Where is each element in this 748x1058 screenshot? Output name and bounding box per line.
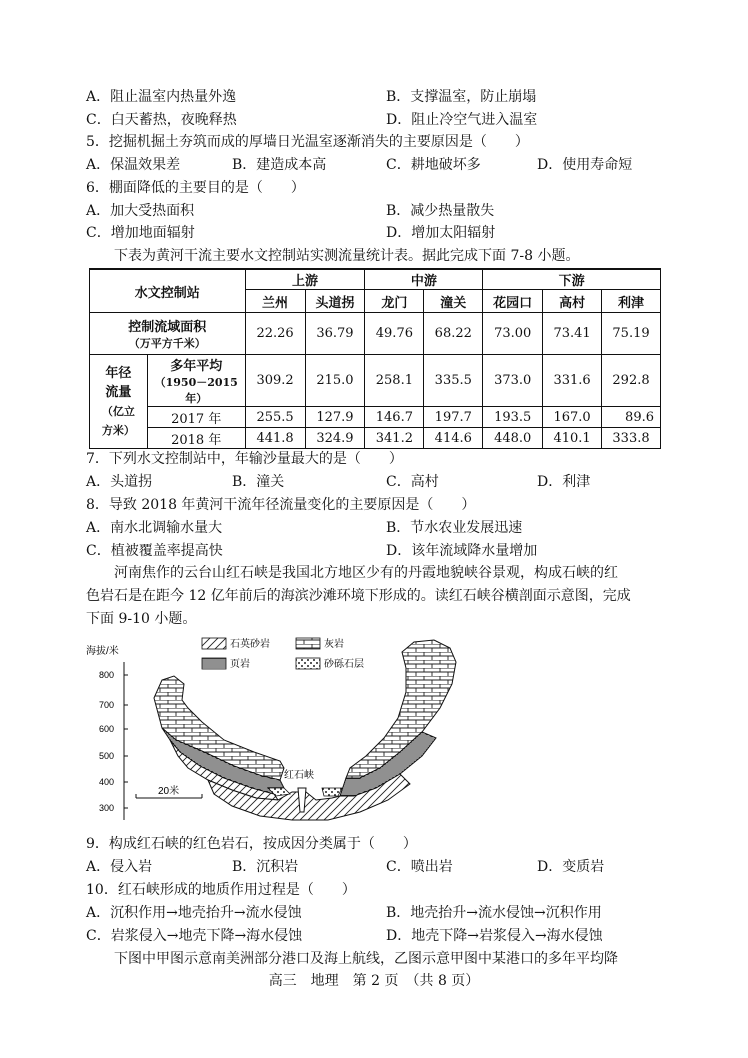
legend-sandstone-swatch bbox=[202, 638, 226, 649]
year-2018-label: 2018 年 bbox=[147, 428, 245, 449]
reach-lower: 下游 bbox=[483, 269, 661, 290]
y-axis-label: 海拔/米 bbox=[86, 646, 119, 657]
station-name: 利津 bbox=[602, 290, 661, 313]
q9-option-b: B．沉积岩 bbox=[232, 859, 299, 875]
legend-conglomerate-label: 砂砾石层 bbox=[324, 659, 364, 670]
area-unit: （万平方千米） bbox=[128, 337, 206, 350]
q10-option-a: A．沉积作用→地壳抬升→流水侵蚀 bbox=[86, 905, 302, 921]
q4-option-a: A．阻止温室内热量外逸 bbox=[86, 89, 237, 105]
passage-line-1: 河南焦作的云台山红石峡是我国北方地区少有的丹霞地貌峡谷景观，构成石峡的红 bbox=[114, 565, 618, 581]
area-value: 49.76 bbox=[365, 313, 424, 355]
y2018-value: 333.8 bbox=[602, 428, 661, 449]
avg-value: 373.0 bbox=[483, 355, 543, 407]
avg-value: 215.0 bbox=[305, 355, 365, 407]
avg-label-cell bbox=[147, 355, 245, 407]
q8-option-c: C．植被覆盖率提高快 bbox=[86, 543, 223, 559]
q8-stem: 8．导致 2018 年黄河干流年径流量变化的主要原因是（ ） bbox=[86, 497, 476, 513]
station-name: 兰州 bbox=[245, 290, 305, 313]
runoff-label-1: 年径 bbox=[105, 365, 132, 381]
avg-value: 258.1 bbox=[365, 355, 424, 407]
runoff-label-3: （亿立 bbox=[101, 404, 135, 418]
runoff-label-2: 流量 bbox=[105, 384, 132, 400]
area-value: 73.00 bbox=[483, 313, 543, 355]
q9-option-a: A．侵入岩 bbox=[86, 859, 153, 875]
y-tick-label: 800 bbox=[98, 670, 114, 680]
q4-option-d: D．阻止冷空气进入温室 bbox=[386, 112, 538, 128]
q5-option-b: B．建造成本高 bbox=[232, 157, 327, 173]
q5-option-d: D．使用寿命短 bbox=[537, 157, 633, 173]
area-value: 73.41 bbox=[543, 313, 602, 355]
y2017-value: 255.5 bbox=[245, 407, 305, 428]
y2018-value: 341.2 bbox=[365, 428, 424, 449]
area-value: 68.22 bbox=[424, 313, 483, 355]
y2017-value: 197.7 bbox=[424, 407, 483, 428]
q6-option-d: D．增加太阳辐射 bbox=[386, 225, 496, 241]
area-label: 控制流域面积 bbox=[128, 320, 207, 335]
y2017-value: 127.9 bbox=[305, 407, 365, 428]
year-2017-label: 2017 年 bbox=[147, 407, 245, 428]
q6-option-a: A．加大受热面积 bbox=[86, 203, 195, 219]
y-tick-label: 400 bbox=[98, 777, 114, 787]
y-tick-label: 300 bbox=[98, 803, 114, 813]
station-name: 花园口 bbox=[483, 290, 543, 313]
q8-option-b: B．节水农业发展迅速 bbox=[386, 520, 523, 536]
q6-option-b: B．减少热量散失 bbox=[386, 203, 495, 219]
y2018-value: 410.1 bbox=[543, 428, 602, 449]
q4-option-b: B．支撑温室，防止崩塌 bbox=[386, 89, 537, 105]
passage-line-3: 下面 9-10 小题。 bbox=[86, 611, 197, 627]
reach-upper: 上游 bbox=[245, 269, 365, 290]
hydrology-table bbox=[89, 268, 661, 449]
reach-middle: 中游 bbox=[365, 269, 483, 290]
gravel-pocket-right bbox=[322, 788, 342, 796]
next-intro: 下图中甲图示意南美洲部分港口及海上航线，乙图示意甲图中某港口的多年平均降 bbox=[114, 951, 618, 967]
y2017-value: 89.6 bbox=[602, 407, 661, 428]
q9-option-d: D．变质岩 bbox=[537, 859, 605, 875]
area-value: 75.19 bbox=[602, 313, 661, 355]
q6-option-c: C．增加地面辐射 bbox=[86, 225, 195, 241]
q7-option-c: C．高村 bbox=[386, 474, 439, 490]
q4-option-c: C．白天蓄热，夜晚释热 bbox=[86, 112, 237, 128]
passage-line-2: 色岩石是在距今 12 亿年前后的海滨沙滩环境下形成的。读红石峡谷横剖面示意图，完成 bbox=[86, 588, 631, 604]
q10-stem: 10．红石峡形成的地质作用过程是（ ） bbox=[86, 882, 356, 898]
q5-stem: 5．挖掘机掘土夯筑而成的厚墙日光温室逐渐消失的主要原因是（ ） bbox=[86, 134, 529, 150]
q8-option-d: D．该年流域降水量增加 bbox=[386, 543, 538, 559]
legend-limestone-swatch bbox=[296, 638, 320, 649]
q10-option-c: C．岩浆侵入→地壳下降→海水侵蚀 bbox=[86, 928, 303, 944]
y2018-value: 441.8 bbox=[245, 428, 305, 449]
y-tick-label: 500 bbox=[98, 751, 114, 761]
legend-conglomerate-swatch bbox=[296, 658, 320, 669]
station-name: 高村 bbox=[543, 290, 602, 313]
avg-value: 331.6 bbox=[543, 355, 602, 407]
q7-option-b: B．潼关 bbox=[232, 474, 285, 490]
avg-value: 309.2 bbox=[245, 355, 305, 407]
q5-option-a: A．保温效果差 bbox=[86, 157, 181, 173]
q6-stem: 6．棚面降低的主要目的是（ ） bbox=[86, 180, 305, 196]
legend-sandstone-label: 石英砂岩 bbox=[230, 639, 270, 650]
avg-label: 多年平均 bbox=[170, 359, 223, 374]
station-header: 水文控制站 bbox=[90, 269, 246, 313]
table-intro: 下表为黄河干流主要水文控制站实测流量统计表。据此完成下面 7-8 小题。 bbox=[114, 248, 580, 264]
legend-shale-swatch bbox=[202, 658, 226, 669]
area-value: 22.26 bbox=[245, 313, 305, 355]
gorge-slot bbox=[298, 788, 306, 812]
gorge-label: 红石峡 bbox=[284, 770, 314, 781]
station-name: 潼关 bbox=[424, 290, 483, 313]
station-name: 龙门 bbox=[365, 290, 424, 313]
avg-value: 335.5 bbox=[424, 355, 483, 407]
y-tick-label: 600 bbox=[98, 724, 114, 734]
legend-limestone-label: 灰岩 bbox=[324, 639, 344, 650]
y2018-value: 414.6 bbox=[424, 428, 483, 449]
y2017-value: 193.5 bbox=[483, 407, 543, 428]
runoff-row-label bbox=[90, 355, 148, 449]
station-name: 头道拐 bbox=[305, 290, 365, 313]
q10-option-d: D．地壳下降→岩浆侵入→海水侵蚀 bbox=[386, 928, 603, 944]
runoff-label-4: 方米） bbox=[101, 423, 135, 437]
y-tick-label: 700 bbox=[98, 700, 114, 710]
y2017-value: 146.7 bbox=[365, 407, 424, 428]
y2017-value: 167.0 bbox=[543, 407, 602, 428]
gorge-cross-section bbox=[84, 628, 684, 828]
q8-option-a: A．南水北调输水量大 bbox=[86, 520, 223, 536]
q9-option-c: C．喷出岩 bbox=[386, 859, 453, 875]
y2018-value: 448.0 bbox=[483, 428, 543, 449]
scale-label: 20米 bbox=[158, 786, 180, 797]
area-row-label bbox=[90, 313, 246, 355]
y2018-value: 324.9 bbox=[305, 428, 365, 449]
q7-option-d: D．利津 bbox=[537, 474, 591, 490]
q10-option-b: B．地壳抬升→流水侵蚀→沉积作用 bbox=[386, 905, 602, 921]
q7-stem: 7．下列水文控制站中，年输沙量最大的是（ ） bbox=[86, 451, 403, 467]
q5-option-c: C．耕地破坏多 bbox=[386, 157, 481, 173]
avg-period: （1950－2015 年） bbox=[154, 376, 238, 405]
area-value: 36.79 bbox=[305, 313, 365, 355]
q7-option-a: A．头道拐 bbox=[86, 474, 153, 490]
page-footer: 高三 地理 第 2 页 （共 8 页） bbox=[268, 973, 480, 989]
avg-value: 292.8 bbox=[602, 355, 661, 407]
legend-shale-label: 页岩 bbox=[230, 659, 250, 670]
q9-stem: 9．构成红石峡的红色岩石，按成因分类属于（ ） bbox=[86, 836, 417, 852]
